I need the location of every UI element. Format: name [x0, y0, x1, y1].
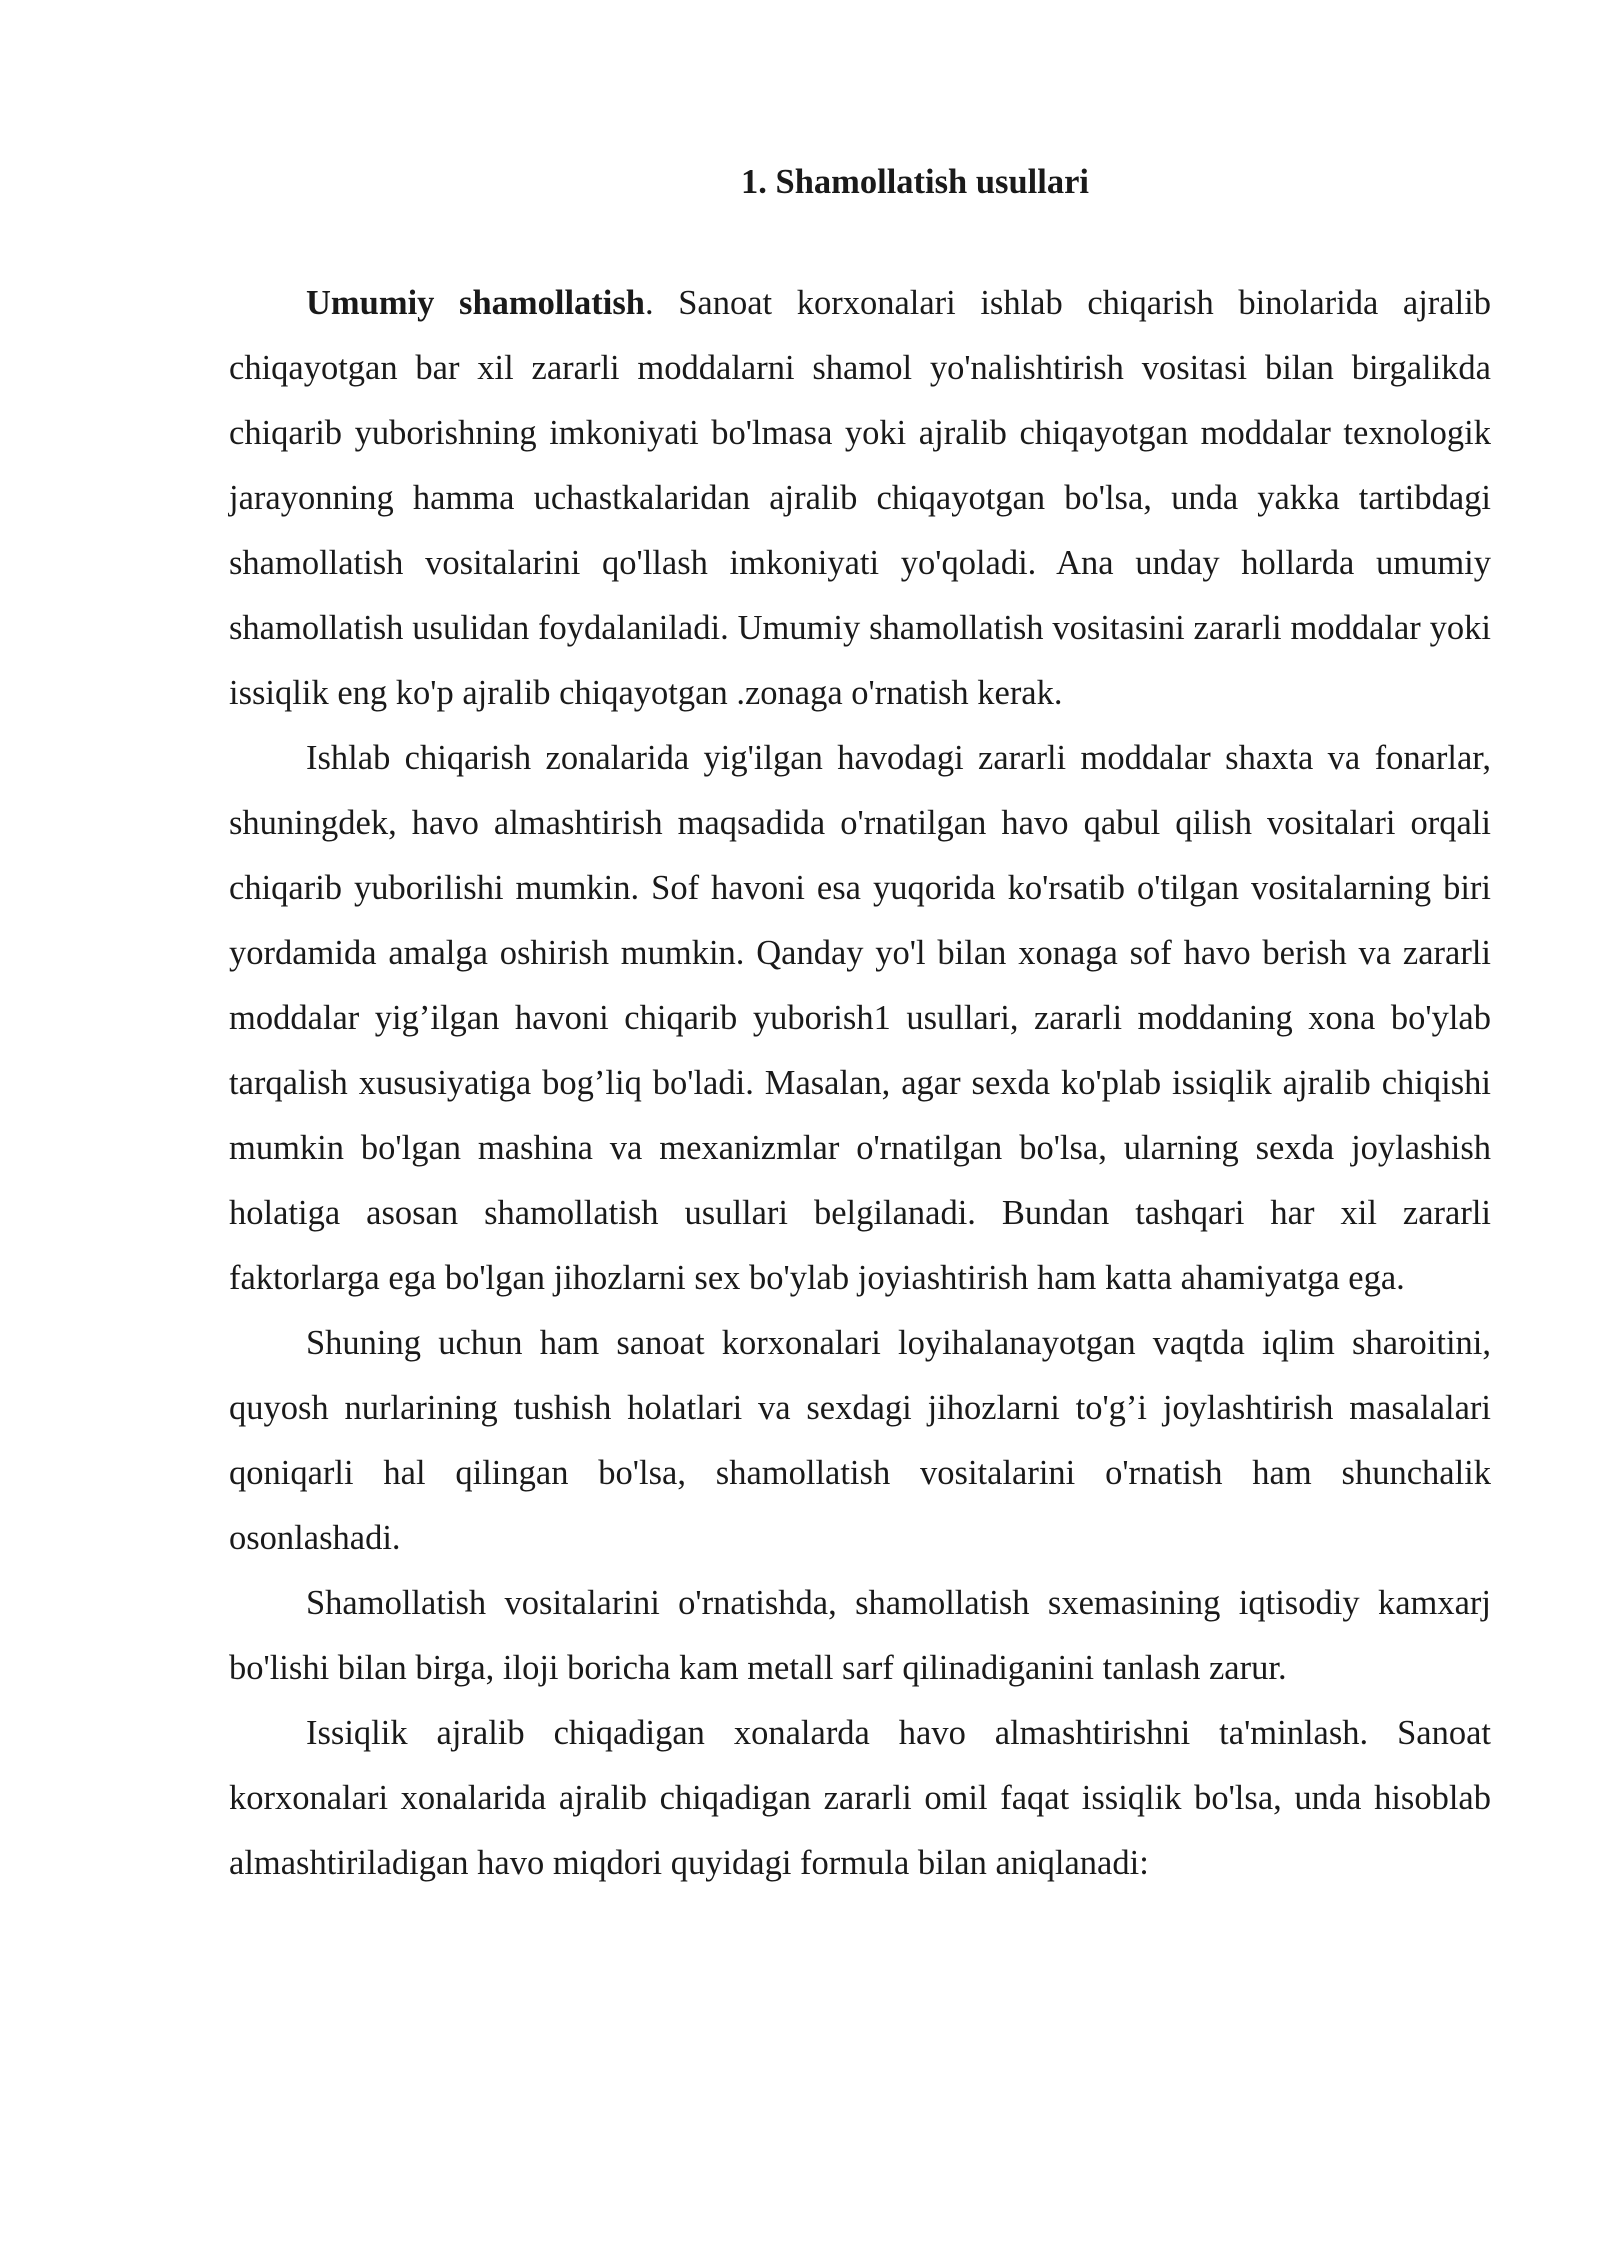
- paragraph-1: [229, 271, 1491, 726]
- section-title: 1. Shamollatish usullari: [741, 163, 1089, 201]
- paragraph-4: Shamollatish vositalarini o'rnatishda, shamollatish sxemasining iqtisodiy kamxarj bo'lishi bilan birga, iloji boricha kam metall sarf qilinadiganini tanlash zarur.: [229, 1584, 1491, 1687]
- paragraph-1-lead: Umumiy shamollatish: [306, 284, 645, 322]
- paragraph-5: Issiqlik ajralib chiqadigan xonalarda havo almashtirishni ta'minlash. Sanoat korxonalari xonalarida ajralib chiqadigan zararli omil faqat issiqlik bo'lsa, unda hisoblab almashtiriladigan havo miqdori quyidagi formula bilan aniqlanadi:: [229, 1714, 1491, 1882]
- paragraph-2: Ishlab chiqarish zonalarida yig'ilgan havodagi zararli moddalar shaxta va fonarlar, shuningdek, havo almashtirish maqsadida o'rnatilgan havo qabul qilish vositalari orqali chiqarib yuborilishi mumkin. Sof havoni esa yuqorida ko'rsatib o'tilgan vositalarning biri yordamida amalga oshirish mumkin. Qanday yo'l bilan xonaga sof havo berish va zararli moddalar yig’ilgan havoni chiqarib yuborish1 usullari, zararli moddaning xona bo'ylab tarqalish xususiyatiga bog’liq bo'ladi. Masalan, agar sexda ko'plab issiqlik ajralib chiqishi mumkin bo'lgan mashina va mexanizmlar o'rnatilgan bo'lsa, ularning sexda joylashish holatiga asosan shamollatish usullari belgilanadi. Bundan tashqari har xil zararli faktorlarga ega bo'lgan jihozlarni sex bo'ylab joyiashtirish ham katta ahamiyatga ega.: [229, 739, 1491, 1297]
- paragraph-1-text: . Sanoat korxonalari ishlab chiqarish binolarida ajralib chiqayotgan bar xil zararli moddalarni shamol yo'nalishtirish vositasi bilan birgalikda chiqarib yuborishning imkoniyati bo'lmasa yoki ajralib chiqayotgan moddalar texnologik jarayonning hamma uchastkalaridan ajralib chiqayotgan bo'lsa, unda yakka tartibdagi shamollatish vositalarini qo'llash imkoniyati yo'qoladi. Ana unday hollarda umumiy shamollatish usulidan foydalaniladi. Umumiy shamollatish vositasini zararli moddalar yoki issiqlik eng ko'p ajralib chiqayotgan .zonaga o'rnatish kerak.: [229, 284, 1492, 712]
- document-body: [229, 150, 1491, 1896]
- paragraph-3: Shuning uchun ham sanoat korxonalari loyihalanayotgan vaqtda iqlim sharoitini, quyosh nurlarining tushish holatlari va sexdagi jihozlarni to'g’i joylashtirish masalalari qoniqarli hal qilingan bo'lsa, shamollatish vositalarini o'rnatish ham shunchalik osonlashadi.: [229, 1324, 1491, 1557]
